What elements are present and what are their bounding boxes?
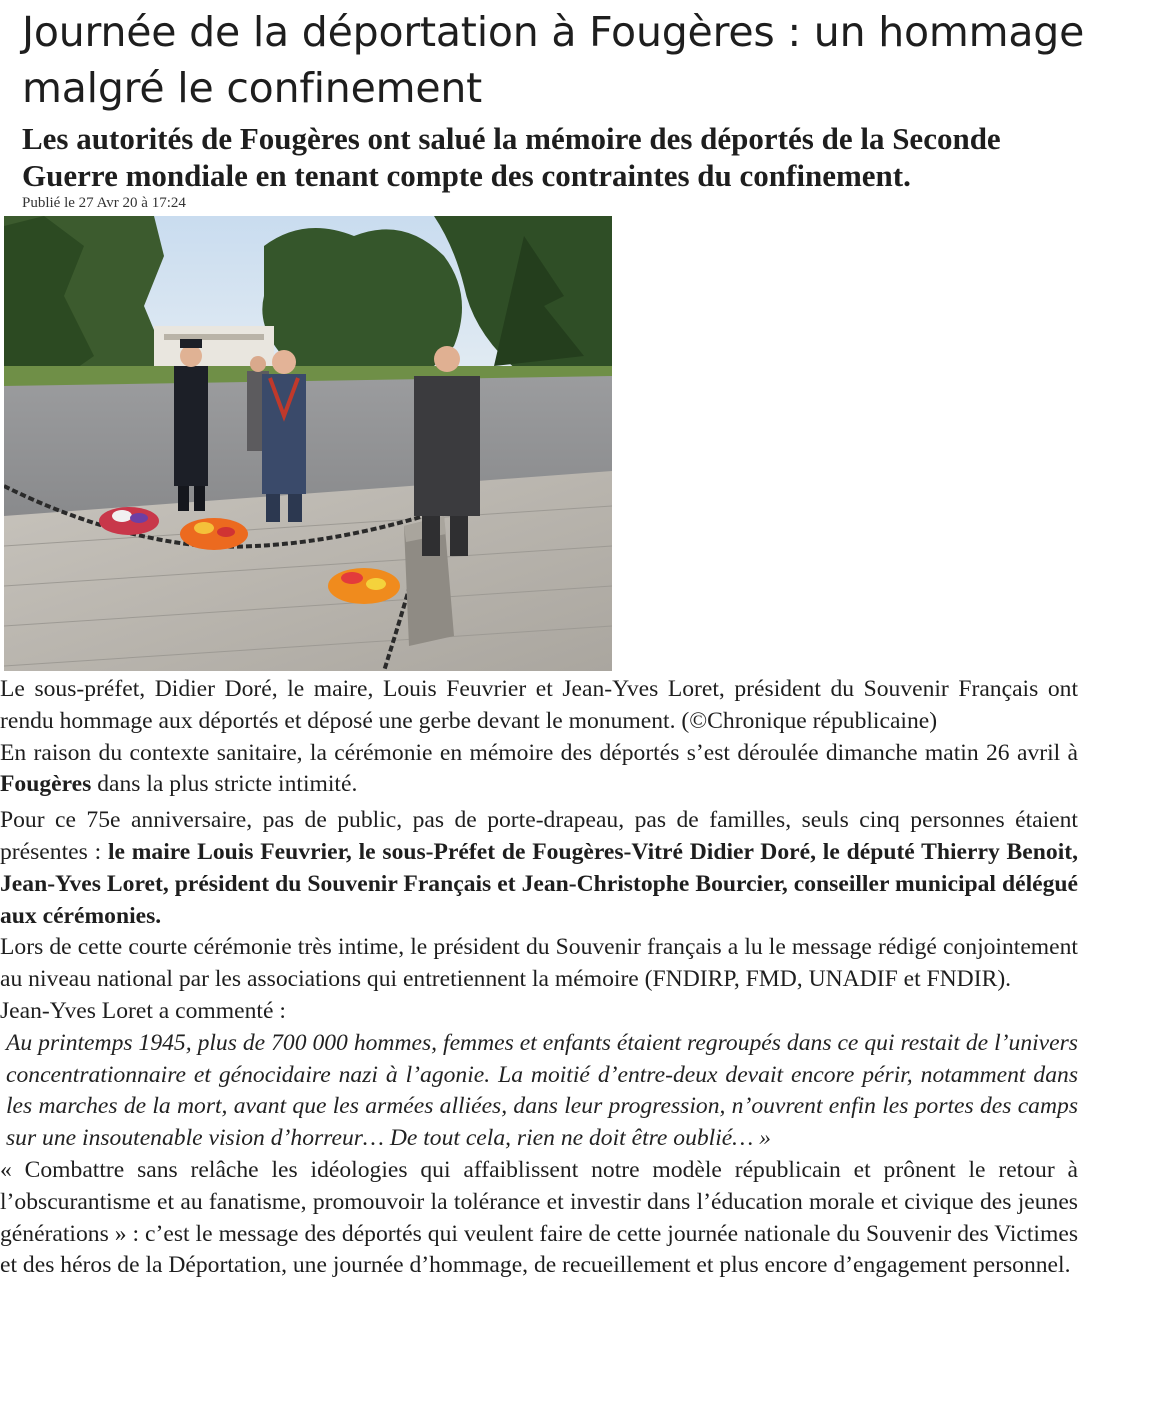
photo-caption: Le sous-préfet, Didier Doré, le maire, Louis Feuvrier et Jean-Yves Loret, président du Souvenir Français ont rendu hommage aux déportés et déposé une gerbe devant le monument. (©Chronique républicaine): [0, 676, 1078, 734]
paragraph-text: Pour ce 75e anniversaire, pas de public, pas de porte-drapeau, pas de familles, seuls cinq personnes étaient présentes :: [0, 807, 1078, 865]
paragraph: Lors de cette courte cérémonie très intime, le président du Souvenir français a lu le message rédigé conjointement au niveau national par les associations qui entretiennent la mémoire (FNDIRP, FMD, UNADIF et FNDIR).: [0, 934, 1078, 993]
article-title: Journée de la déportation à Fougères : un hommage malgré le confinement: [22, 8, 1085, 112]
article-subtitle: Les autorités de Fougères ont salué la mémoire des déportés de la Seconde Guerre mondiale en tenant compte des contraintes du confinement.: [22, 121, 1001, 193]
paragraph-text: En raison du contexte sanitaire, la cérémonie en mémoire des déportés s’est déroulée dimanche matin 26 avril à: [0, 739, 1078, 766]
paragraph-text: dans la plus stricte intimité.: [91, 771, 358, 798]
paragraph: [0, 738, 1078, 802]
publish-date: Publié le 27 Avr 20 à 17:24: [22, 195, 186, 211]
paragraph: [0, 805, 1078, 932]
ceremony-photo: [4, 216, 612, 671]
quote: Au printemps 1945, plus de 700 000 hommes, femmes et enfants étaient regroupés dans ce qui restait de l’univers concentrationnaire et génocidaire nazi à l’agonie. La moitié d’entre-deux devait encore périr, notamment dans les marches de la mort, avant que les armées alliées, dans leur progression, n’ouvrent enfin les portes des camps sur une insoutenable vision d’horreur… De tout cela, rien ne doit être oublié… »: [6, 1029, 1078, 1152]
attendees-bold: le maire Louis Feuvrier, le sous-Préfet de Fougères-Vitré Didier Doré, le député Thierry Benoit, Jean-Yves Loret, président du Souvenir Français et Jean-Christophe Bourcier, conseiller municipal délégué aux cérémonies.: [0, 838, 1078, 929]
paragraph: « Combattre sans relâche les idéologies qui affaiblissent notre modèle républicain et prônent le retour à l’obscurantisme et au fanatisme, promouvoir la tolérance et investir dans l’éducation morale et civique des jeunes générations » : c’est le message des déportés qui veulent faire de cette journée nationale du Souvenir des Victimes et des héros de la Déportation, une journée d’hommage, de recueillement et plus encore d’engagement personnel.: [0, 1156, 1078, 1279]
paragraph: Jean-Yves Loret a commenté :: [0, 997, 286, 1024]
location-link-text: Fougères: [0, 771, 92, 798]
article: [22, 0, 1100, 212]
article-body: [0, 674, 1078, 1282]
